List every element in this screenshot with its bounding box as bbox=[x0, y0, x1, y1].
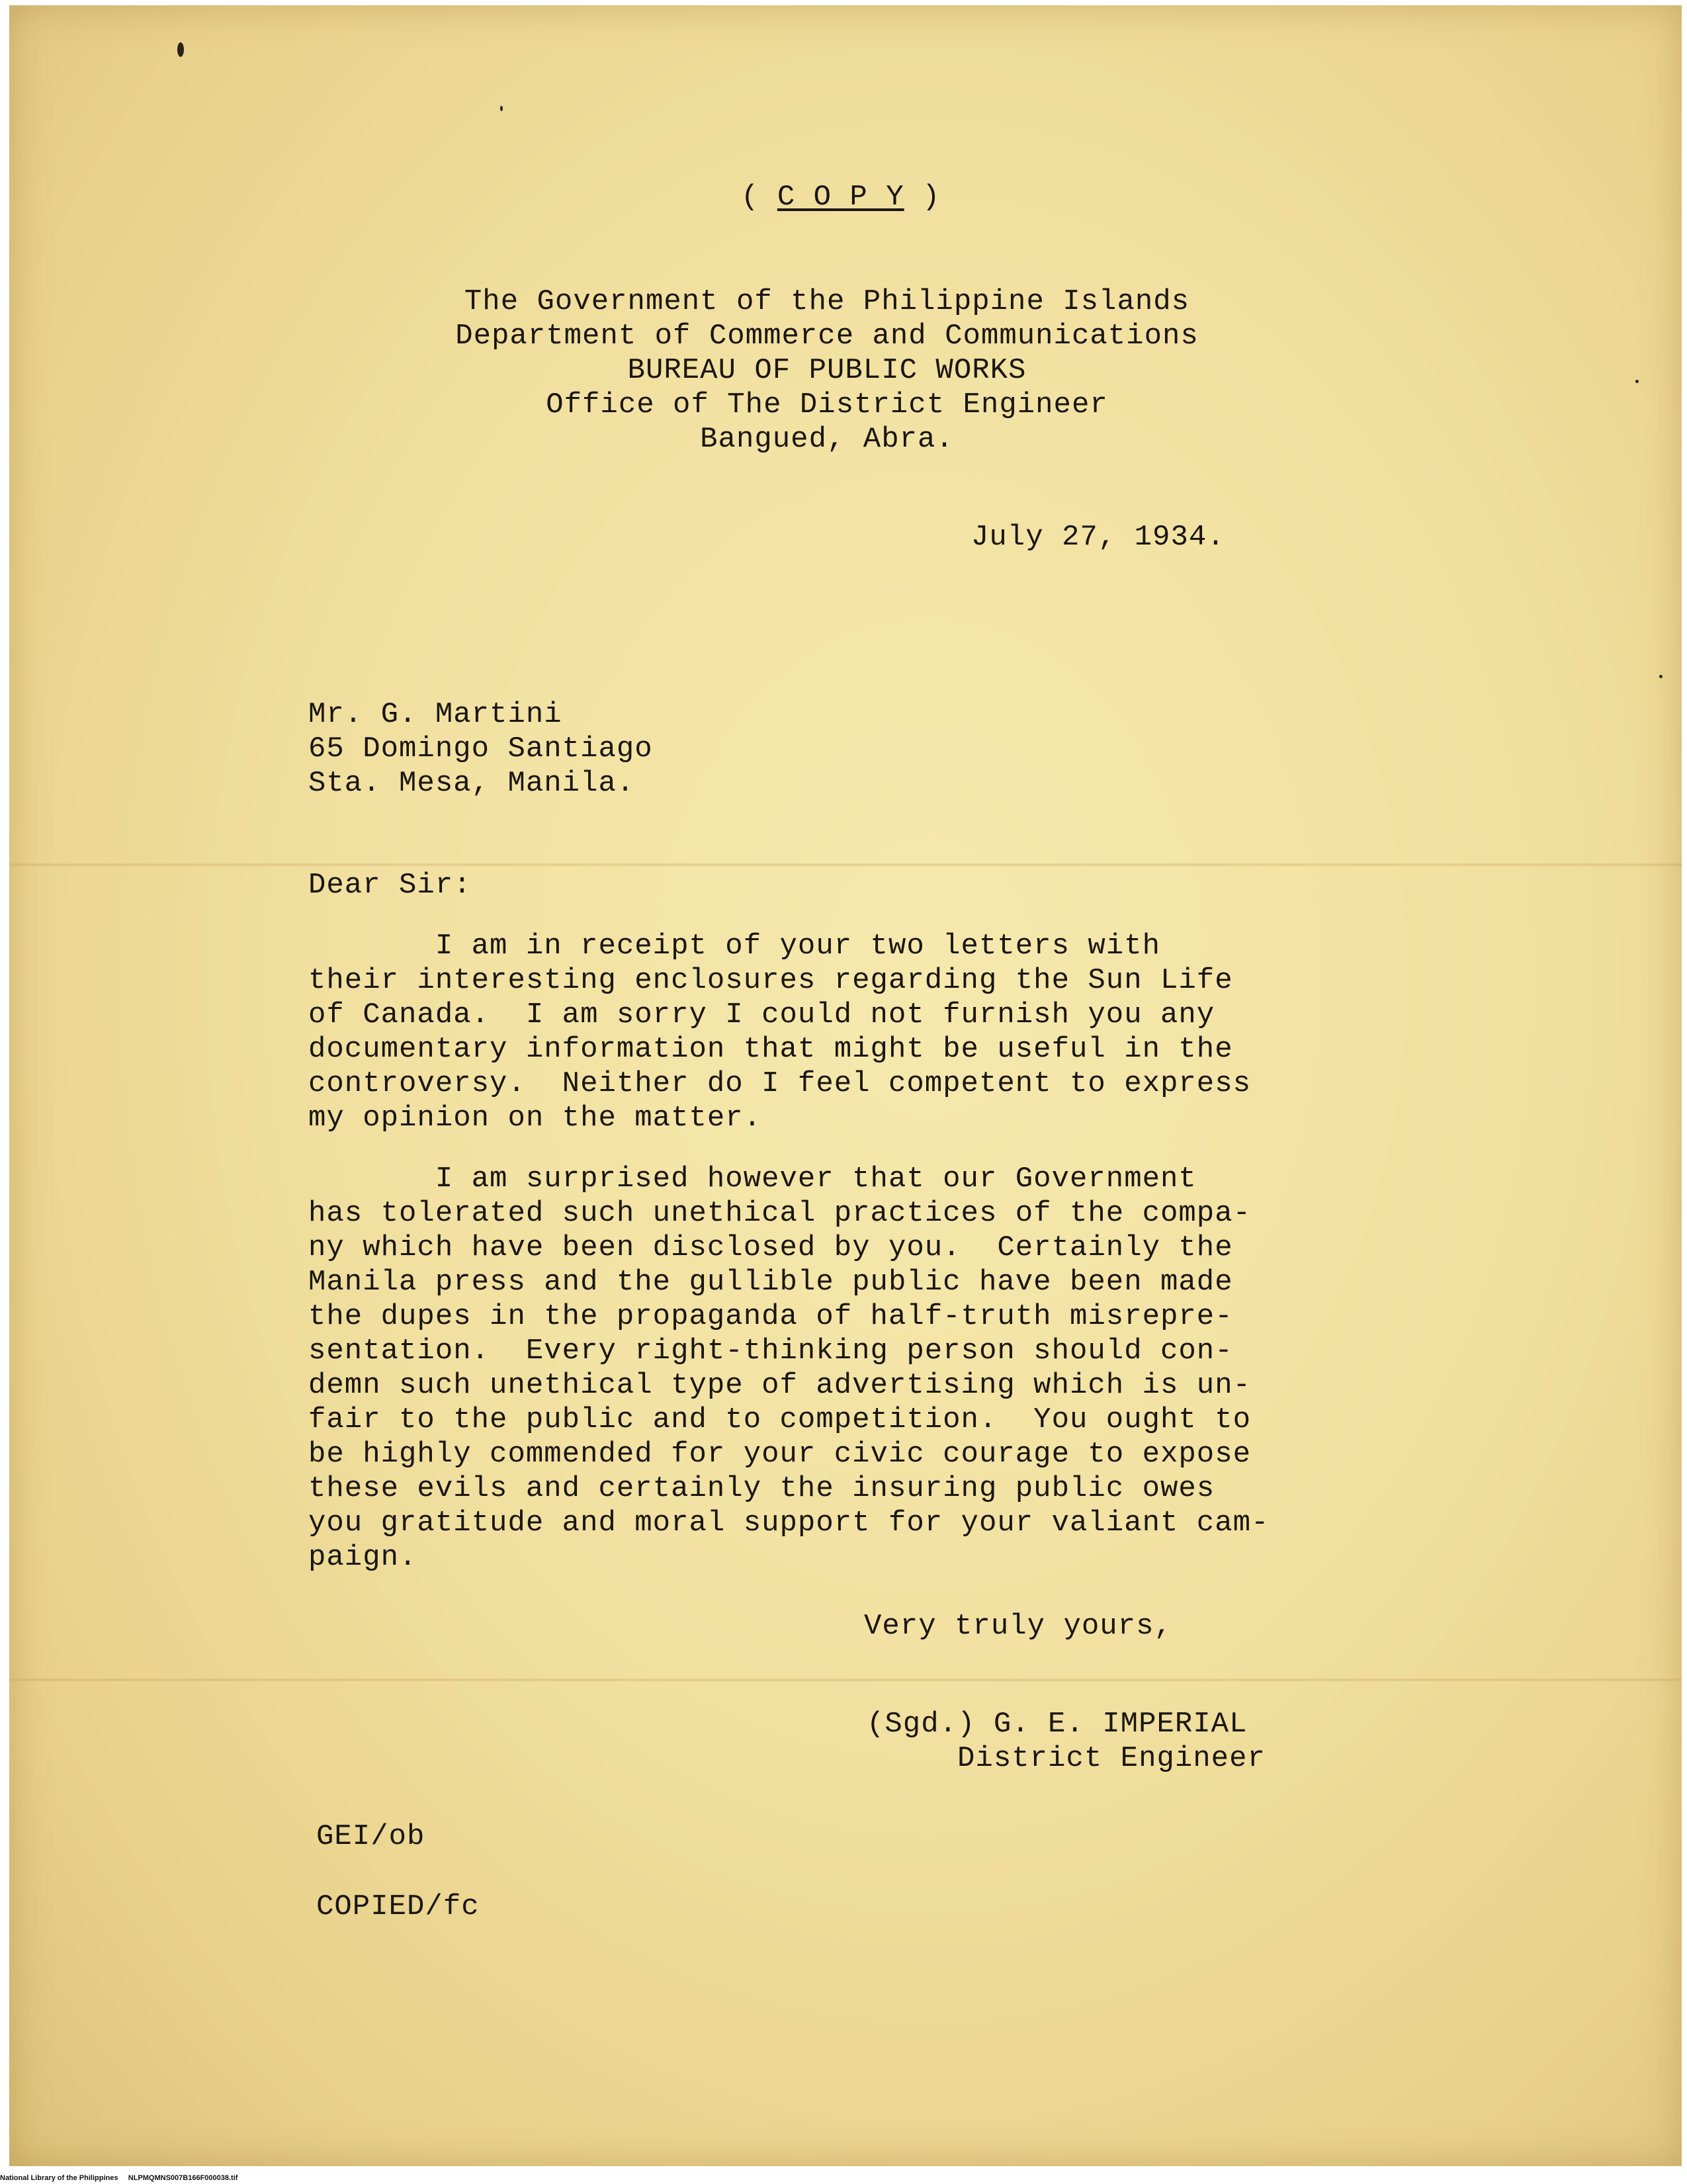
complimentary-close: Very truly yours, bbox=[864, 1610, 1172, 1643]
letterhead-line: Department of Commerce and Communications bbox=[455, 320, 1199, 353]
letter-date: July 27, 1934. bbox=[971, 521, 1225, 554]
signatory-name: (Sgd.) G. E. IMPERIAL bbox=[867, 1708, 1248, 1741]
paragraph-line: I am surprised however that our Government bbox=[308, 1162, 1197, 1196]
paragraph-line: documentary information that might be useful in the bbox=[308, 1033, 1233, 1066]
paper-fold bbox=[9, 863, 1682, 867]
copy-label-close: ) bbox=[904, 181, 941, 214]
scan-filename: NLPMQMNS007B166F000038.tif bbox=[128, 2174, 238, 2182]
addressee-line: 65 Domingo Santiago bbox=[308, 732, 653, 765]
letterhead-line: BUREAU OF PUBLIC WORKS bbox=[627, 354, 1027, 387]
paragraph-line: ny which have been disclosed by you. Certainly the bbox=[308, 1231, 1233, 1264]
signatory-title: District Engineer bbox=[867, 1742, 1266, 1775]
addressee-line: Sta. Mesa, Manila. bbox=[308, 767, 635, 800]
copy-label bbox=[741, 180, 940, 214]
paragraph-line: of Canada. I am sorry I could not furnish you any bbox=[308, 998, 1215, 1031]
paragraph-line: be highly commended for your civic courage to expose bbox=[308, 1438, 1252, 1471]
ink-speck bbox=[1635, 380, 1639, 383]
paper-fold bbox=[9, 1678, 1682, 1682]
paragraph-line: has tolerated such unethical practices of the compa- bbox=[308, 1197, 1252, 1230]
paragraph-line: Manila press and the gullible public have been made bbox=[308, 1266, 1233, 1299]
paragraph-line: fair to the public and to competition. You ought to bbox=[308, 1403, 1252, 1436]
paragraph-line: sentation. Every right-thinking person should con- bbox=[308, 1334, 1233, 1368]
letterhead-line: The Government of the Philippine Islands bbox=[464, 285, 1190, 318]
salutation: Dear Sir: bbox=[308, 869, 472, 902]
paragraph-line: paign. bbox=[308, 1541, 417, 1574]
paragraph-line: demn such unethical type of advertising which is un- bbox=[308, 1369, 1252, 1402]
paragraph-line: my opinion on the matter. bbox=[308, 1102, 762, 1135]
reference-initials: GEI/ob bbox=[316, 1820, 425, 1853]
letterhead-line: Bangued, Abra. bbox=[700, 423, 954, 456]
scan-footer bbox=[0, 2174, 238, 2182]
ink-speck bbox=[1659, 675, 1663, 678]
copy-label-open: ( bbox=[741, 181, 777, 214]
body-paragraph-1 bbox=[308, 929, 1251, 1135]
copy-label-word: C O P Y bbox=[777, 181, 904, 214]
body-paragraph-2 bbox=[308, 1162, 1269, 1575]
ink-speck bbox=[177, 42, 184, 57]
paragraph-line: controversy. Neither do I feel competent to express bbox=[308, 1067, 1252, 1100]
signature-block bbox=[867, 1707, 1266, 1776]
copied-by: COPIED/fc bbox=[316, 1890, 480, 1923]
addressee-line: Mr. G. Martini bbox=[308, 698, 562, 731]
letterhead bbox=[357, 284, 1297, 457]
paragraph-line: their interesting enclosures regarding the Sun Life bbox=[308, 964, 1233, 997]
paragraph-line: the dupes in the propaganda of half-truth misrepre- bbox=[308, 1300, 1233, 1333]
ink-speck bbox=[500, 106, 503, 111]
scan-library: National Library of the Philippines bbox=[0, 2174, 118, 2182]
paragraph-line: these evils and certainly the insuring public owes bbox=[308, 1472, 1215, 1505]
paragraph-line: I am in receipt of your two letters with bbox=[308, 930, 1161, 963]
letterhead-line: Office of The District Engineer bbox=[546, 388, 1108, 421]
addressee-block bbox=[308, 697, 653, 801]
paragraph-line: you gratitude and moral support for your valiant cam- bbox=[308, 1507, 1270, 1540]
